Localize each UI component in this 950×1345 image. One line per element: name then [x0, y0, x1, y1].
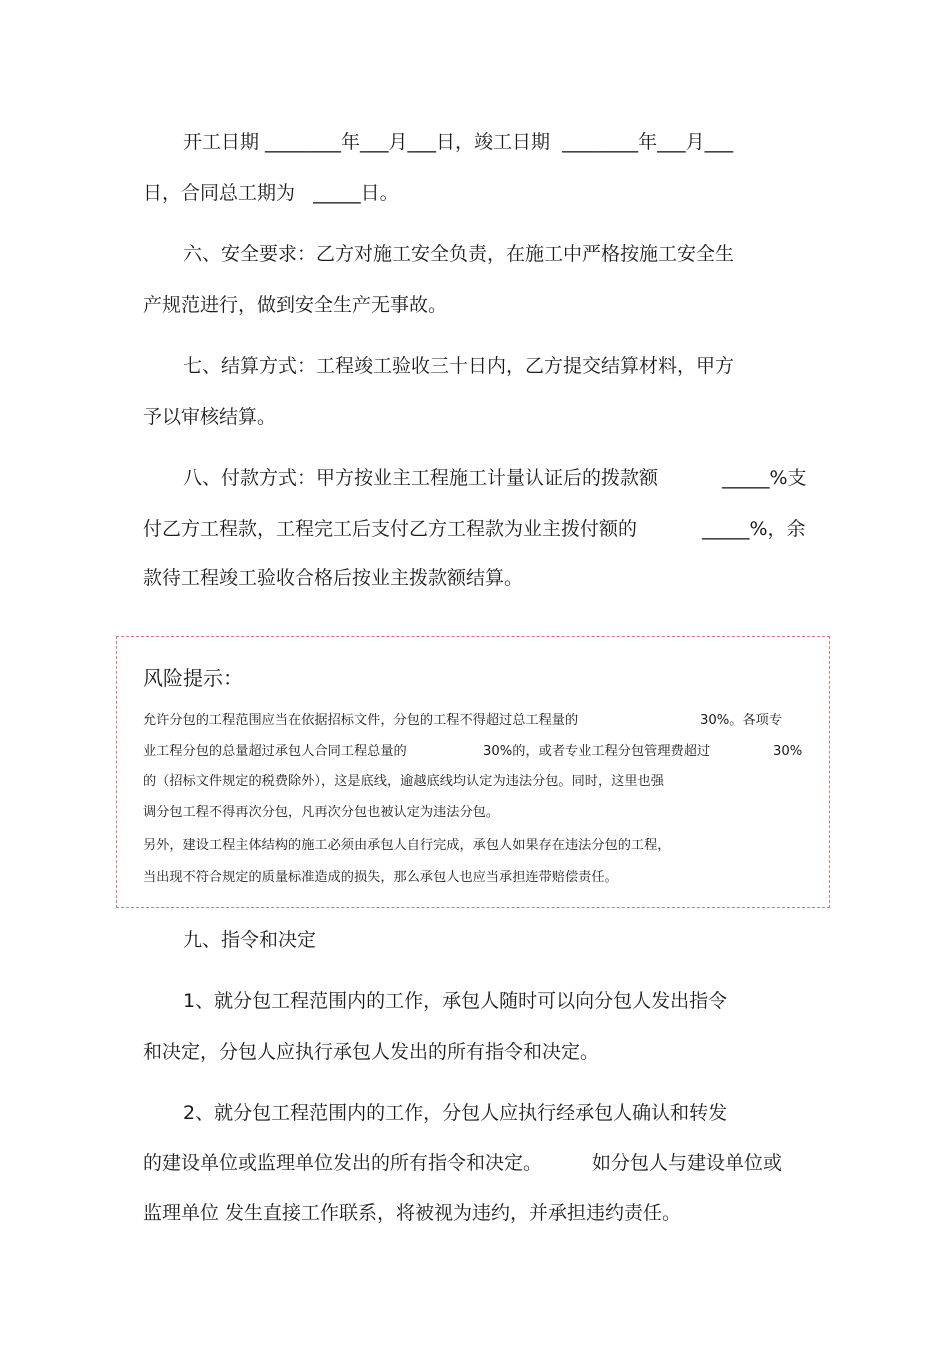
- risk-line-2-tail: 30%: [773, 744, 803, 759]
- risk-line-1: 允许分包的工程范围应当在依据招标文件，分包的工程不得超过总工程量的: [143, 713, 579, 728]
- risk-line-6: 当出现不符合规定的质量标准造成的损失，那么承包人也应当承担连带赔偿责任。: [143, 870, 618, 885]
- section9-item1-line2: 和决定，分包人应执行承包人发出的所有指令和决定。: [143, 1041, 600, 1063]
- section9-title: 九、指令和决定: [183, 929, 317, 951]
- section8-line1: 八、付款方式：甲方按业主工程施工计量认证后的拨款额: [183, 467, 659, 489]
- risk-title: 风险提示：: [143, 666, 243, 690]
- risk-line-2: 业工程分包的总量超过承包人合同工程总量的: [143, 744, 407, 759]
- start-date-line: 开工日期 ________年___月___日，竣工日期 ________年___月___: [183, 131, 734, 153]
- section8-line2: 付乙方工程款，工程完工后支付乙方工程款为业主拨付额的: [143, 518, 638, 540]
- duration-line: 日，合同总工期为 _____日。: [143, 182, 399, 204]
- section9-item2-line2a: 的建设单位或监理单位发出的所有指令和决定。: [143, 1152, 543, 1174]
- section9-item2-line3: 监理单位 发生直接工作联系，将被视为违约，并承担违约责任。: [143, 1202, 682, 1224]
- section9-item2-line1: 2、就分包工程范围内的工作，分包人应执行经承包人确认和转发: [183, 1102, 728, 1124]
- section8-line3: 款待工程竣工验收合格后按业主拨款额结算。: [143, 567, 524, 589]
- section9-item1-line1: 1、就分包工程范围内的工作，承包人随时可以向分包人发出指令: [183, 990, 728, 1012]
- section9-item2-line2b: 如分包人与建设单位或: [592, 1152, 783, 1174]
- risk-notice-box: [116, 636, 830, 908]
- section6-line1: 六、安全要求：乙方对施工安全负责，在施工中严格按施工安全生: [183, 243, 735, 265]
- risk-line-2-mid: 30%的，或者专业工程分包管理费超过: [483, 744, 711, 759]
- risk-line-4: 调分包工程不得再次分包，凡再次分包也被认定为违法分包。: [143, 805, 500, 820]
- section7-line2: 予以审核结算。: [143, 406, 277, 428]
- risk-line-1-tail: 30%。各项专: [700, 713, 783, 728]
- risk-line-5: 另外，建设工程主体结构的施工必须由承包人自行完成，承包人如果存在违法分包的工程，: [143, 838, 671, 853]
- risk-line-3: 的（招标文件规定的税费除外），这是底线，逾越底线均认定为违法分包。同时，这里也强: [143, 774, 664, 789]
- section8-blank1: _____%支: [722, 467, 807, 489]
- section7-line1: 七、结算方式：工程竣工验收三十日内，乙方提交结算材料，甲方: [183, 355, 735, 377]
- section8-blank2: _____%，余: [702, 518, 806, 540]
- section6-line2: 产规范进行，做到安全生产无事故。: [143, 294, 448, 316]
